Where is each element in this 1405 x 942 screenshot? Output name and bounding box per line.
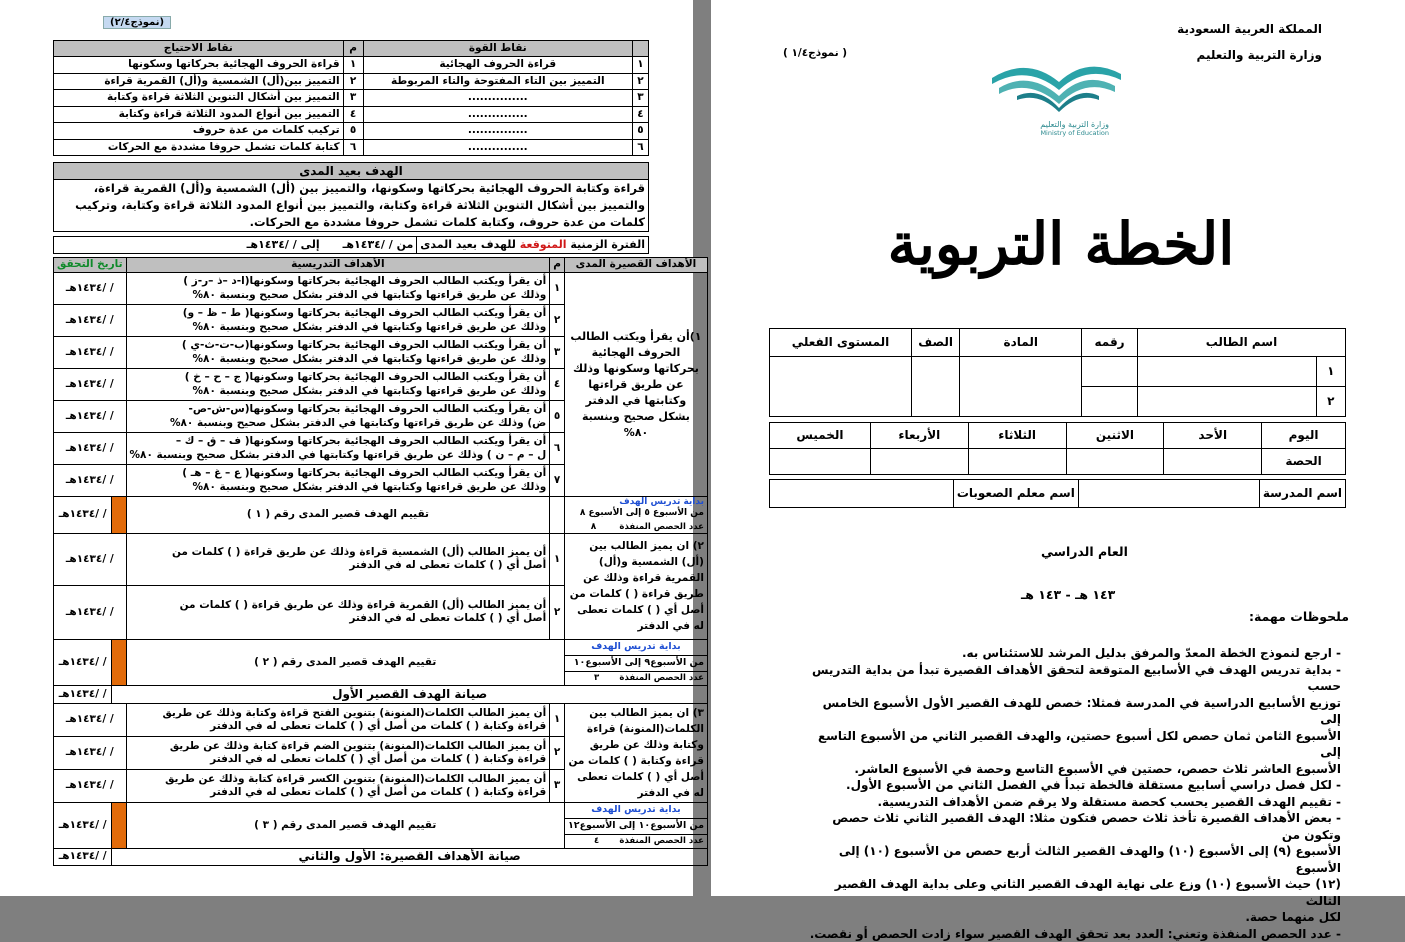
left-page: [0, 0, 693, 896]
notes-title: ملحوظات مهمة:: [1249, 609, 1349, 624]
short-goal-3: ٣) ان يميز الطالب بين الكلمات(المنونة) قراءة وكتابة وذلك عن طريق قراءة وكتابة ( ) كلمات من أصل أي ( ) كلمات تعطى له في الدفتر: [564, 703, 707, 802]
goal-num: ١: [550, 703, 565, 736]
student-table: [769, 328, 1346, 417]
strength-row: [54, 90, 649, 107]
model-tag-2: (نموذج٢/٤): [103, 16, 171, 29]
note-line: - ارجع لنموذج الخطة المعدّ والمرفق بدليل المرشد للاستئناس به.: [801, 645, 1341, 662]
book-logo-icon: [987, 56, 1127, 116]
strength-num: ١: [633, 57, 649, 74]
goal-table-row: [54, 273, 708, 305]
goal-num: ١: [550, 533, 565, 585]
school-table: [769, 479, 1346, 508]
strength-num: ٤: [633, 106, 649, 123]
strength-cell: التمييز بين التاء المفتوحة والتاء المربوطة: [363, 73, 633, 90]
student-number-cell-1[interactable]: [1082, 357, 1138, 387]
goal-num: ٢: [550, 736, 565, 769]
student-name-header: اسم الطالب: [1137, 329, 1345, 357]
year-value: ١٤٣ هـ - ١٤٣ هـ: [1021, 587, 1115, 602]
logo-en-text: Ministry of Education: [987, 129, 1127, 137]
need-num: ٢: [343, 73, 363, 90]
goal-num: ٤: [550, 369, 565, 401]
student-number-header: رقمه: [1082, 329, 1138, 357]
row-num-2: ٢: [1316, 387, 1345, 417]
short-goal-eval: تقييم الهدف قصير المدى رقم ( ٣ ): [126, 802, 564, 848]
verify-date-cell: / /١٤٣٤هـ: [54, 465, 127, 497]
strength-cell: ...............: [363, 123, 633, 140]
strength-row: [54, 57, 649, 74]
goal-num-header: م: [550, 258, 565, 273]
goals-table: [53, 257, 708, 866]
student-name-cell-1[interactable]: [1137, 357, 1316, 387]
right-page: [711, 0, 1405, 896]
weeks-range: من الأسبوع٩ إلى الأسبوع١٠: [564, 655, 707, 671]
school-label: اسم المدرسة: [1259, 480, 1345, 508]
actual-level-cell[interactable]: [770, 357, 912, 417]
verify-date-cell: / /١٤٣٤هـ: [54, 273, 127, 305]
start-teaching-label: بداية تدريس الهدف: [564, 639, 707, 655]
note-line: - تقييم الهدف القصير يحسب كحصة مستقلة ولا يرقم ضمن الأهداف التدريسية.: [801, 794, 1341, 811]
need-num: ٤: [343, 106, 363, 123]
strengths-needs-table: [53, 40, 649, 156]
ministry-logo: [987, 56, 1127, 136]
grade-header: الصف: [911, 329, 959, 357]
note-line: الأسبوع (٩) إلى الأسبوع (١٠) والهدف القصير الثالث أربع حصص من الأسبوع (١٠) إلى الأسبوع: [801, 843, 1341, 876]
goal-table-row: [54, 497, 708, 534]
goal-table-row: [54, 533, 708, 585]
verify-date-cell: / /١٤٣٤هـ: [54, 736, 127, 769]
goal-table-row: [54, 258, 708, 273]
period-cell[interactable]: [1066, 449, 1164, 475]
note-line: الأسبوع الثامن ثمان حصص لكل أسبوع حصتين، والهدف القصير الثاني من الأسبوع التاسع إلى: [801, 728, 1341, 761]
need-num: ٥: [343, 123, 363, 140]
goal-num: ٥: [550, 401, 565, 433]
need-cell: تركيب كلمات من عدة حروف: [54, 123, 344, 140]
page-title: الخطة التربوية: [861, 210, 1261, 278]
teaching-goal-cell: أن يميز الطالب (أل) القمرية قراءة وذلك عن طريق قراءة ( ) كلمات من أصل أي ( ) كلمات تعطى له في الدفتر: [126, 585, 550, 639]
logo-ar-text: وزارة التربية والتعليم: [987, 120, 1127, 129]
maintenance-goals-1-2: صيانة الأهداف القصيرة: الأول والثاني: [112, 848, 708, 865]
teaching-goal-cell: أن يميز الطالب (أل) الشمسية قراءة وذلك عن طريق قراءة ( ) كلمات من أصل أي ( ) كلمات تعطى له في الدفتر: [126, 533, 550, 585]
ministry-label: وزارة التربية والتعليم: [1197, 48, 1322, 62]
day-header-3: الثلاثاء: [968, 423, 1066, 449]
strength-row: [54, 106, 649, 123]
note-line: الأسبوع العاشر ثلاث حصص، حصتين في الأسبوع التاسع وحصة في الأسبوع العاشر.: [801, 761, 1341, 778]
sessions-cell: عدد الحصص المنفذة ٤: [564, 834, 707, 848]
goal-num: [550, 497, 565, 534]
verify-date-cell: / /١٤٣٤هـ: [54, 802, 112, 848]
goal-num: ٦: [550, 433, 565, 465]
teaching-goal-cell: أن يقرأ ويكتب الطالب الحروف الهجائية بحركاتها وسكونها( ج – ح – خ ) وذلك عن طريق قراءتها وكتابتها في الدفتر بشكل صحيح وبنسبة ٨٠%: [126, 369, 550, 401]
note-line: (١٢) حيث الأسبوع (١٠) وزع على نهاية الهدف القصير الثاني وعلى بداية الهدف القصير الثالث: [801, 876, 1341, 909]
verify-date-cell: / /١٤٣٤هـ: [54, 305, 127, 337]
need-num: ١: [343, 57, 363, 74]
kingdom-label: المملكة العربية السعودية: [1177, 22, 1322, 36]
teaching-goal-cell: أن يميز الطالب الكلمات(المنونة) بتنوين الكسر قراءة كتابة وذلك عن طريق قراءة وكتابة ( ) كلمات من أصل أي ( ) كلمات تعطى له في الدفتر: [126, 769, 550, 802]
short-goal-1: ١)أن يقرأ ويكتب الطالب الحروف الهجائية بحركاتها وسكونها وذلك عن طريق قراءتها وكتابتها في الدفتر بشكل صحيح وبنسبة ٨٠%: [564, 273, 707, 497]
period-cell[interactable]: [1164, 449, 1262, 475]
goal-num: ٣: [550, 337, 565, 369]
eval-marker: [112, 802, 126, 848]
strength-cell: قراءة الحروف الهجائية: [363, 57, 633, 74]
goal-table-row: [54, 639, 708, 655]
period-label: الفترة الزمنية المتوقعة للهدف بعيد المدى: [417, 237, 649, 254]
year-label: العام الدراسي: [1041, 544, 1128, 559]
note-line: توزيع الأسابيع الدراسية في المدرسة فمثلا: خصص للهدف القصير الأول الأسبوع الخامس إلى: [801, 695, 1341, 728]
teacher-name-cell[interactable]: [770, 480, 954, 508]
teaching-goal-cell: أن يميز الطالب الكلمات(المنونة) بتنوين الضم قراءة كتابة وذلك عن طريق قراءة وكتابة ( ) كلمات من أصل أي ( ) كلمات تعطى له في الدفتر: [126, 736, 550, 769]
schedule-table: [769, 422, 1346, 475]
teaching-goal-cell: أن يقرأ ويكتب الطالب الحروف الهجائية بحركاتها وسكونها( ط – ظ – و) وذلك عن طريق قراءتها وكتابتها في الدفتر بشكل صحيح وبنسبة ٨٠%: [126, 305, 550, 337]
short-goal-eval-1: تقييم الهدف قصير المدى رقم ( ١ ): [126, 497, 550, 534]
note-line: لكل منهما حصة.: [801, 909, 1341, 926]
need-cell: كتابة كلمات تشمل حروفا مشددة مع الحركات: [54, 139, 344, 156]
goal-table-row: [54, 802, 708, 818]
short-goal-eval: تقييم الهدف قصير المدى رقم ( ٢ ): [126, 639, 564, 685]
goal-num: ١: [550, 273, 565, 305]
need-cell: التمييز بين(أل) الشمسية و(أل) القمرية قراءة: [54, 73, 344, 90]
strength-row: [54, 123, 649, 140]
strength-num: ٣: [633, 90, 649, 107]
sessions-cell: عدد الحصص المنفذة ٣: [564, 671, 707, 685]
period-cell[interactable]: [968, 449, 1066, 475]
verify-date-cell: / /١٤٣٤هـ: [54, 585, 127, 639]
need-num: ٦: [343, 139, 363, 156]
strengths-header: نقاط القوة: [363, 41, 633, 57]
notes-list: [801, 645, 1341, 942]
day-header-2: الاثنين: [1066, 423, 1164, 449]
short-goal-2: ٢) ان يميز الطالب بين (أل) الشمسية و(أل) القمرية قراءة وذلك عن طريق قراءة ( ) كلمات من أصل أي ( ) كلمات تعطى له في الدفتر: [564, 533, 707, 639]
num-header: م: [343, 41, 363, 57]
verify-date-cell: / /١٤٣٤هـ: [54, 703, 127, 736]
day-header-4: الأربعاء: [870, 423, 968, 449]
need-cell: التمييز بين أنواع المدود الثلاثة قراءة وكتابة: [54, 106, 344, 123]
goal-table-row: [54, 685, 708, 703]
verify-date-cell: / /١٤٣٤هـ: [54, 685, 112, 703]
strength-cell: ...............: [363, 106, 633, 123]
day-header-1: الأحد: [1164, 423, 1262, 449]
strength-num: ٥: [633, 123, 649, 140]
start-teaching-label: بداية تدريس الهدف: [564, 802, 707, 818]
strength-cell: ...............: [363, 139, 633, 156]
teaching-goals-header: الأهداف التدريسية: [126, 258, 550, 273]
weeks-range: من الأسبوع١٠ إلى الأسبوع١٢: [564, 818, 707, 834]
period-row-label: الحصة: [1262, 449, 1346, 475]
note-line: - عدد الحصص المنفذة وتعني: العدد بعد تحقق الهدف القصير سواء زادت الحصص أو نقصت.: [801, 926, 1341, 942]
grade-cell[interactable]: [911, 357, 959, 417]
goal-num: ٣: [550, 769, 565, 802]
verify-date-cell: / /١٤٣٤هـ: [54, 401, 127, 433]
period-range: من / /١٤٣٤هـ إلى / /١٤٣٤هـ: [54, 237, 417, 254]
eval-marker: [112, 639, 126, 685]
subject-header: المادة: [960, 329, 1082, 357]
start-teaching-label-1: بداية تدريس الهدف: [568, 497, 704, 508]
short-goals-header: الأهداف القصيرة المدى: [564, 258, 707, 273]
model-tag-1: ( نموذج١/٤ ): [783, 47, 847, 59]
teacher-label: اسم معلم الصعوبات: [953, 480, 1078, 508]
period-table: [53, 236, 649, 254]
verify-date-cell: / /١٤٣٤هـ: [54, 337, 127, 369]
actual-level-header: المستوى الفعلي: [770, 329, 912, 357]
goal-num: ٢: [550, 585, 565, 639]
eval-marker: [112, 497, 126, 534]
student-name-cell-2[interactable]: [1137, 387, 1316, 417]
strength-cell: ...............: [363, 90, 633, 107]
teaching-goal-cell: أن يقرأ ويكتب الطالب الحروف الهجائية بحركاتها وسكونها(ب-ت-ث-ي ) وذلك عن طريق قراءتها وكتابتها في الدفتر بشكل صحيح وبنسبة ٨٠%: [126, 337, 550, 369]
long-goal-text: قراءة وكتابة الحروف الهجائية بحركاتها وسكونها، والتمييز بين (أل) الشمسية و(أل) القمرية قراءة، والتمييز بين أشكال التنوين الثلاثة قراءة وكتابة، والتمييز بين أنواع المدود الثلاثة قراءة وكتابة، وتركيب كلمات من عدة حروف، وكتابة كلمات تشمل حروفا مشددة مع الحركات.: [54, 180, 649, 232]
need-cell: قراءة الحروف الهجائية بحركاتها وسكونها: [54, 57, 344, 74]
goal-table-row: [54, 703, 708, 736]
goal-table-row: [54, 848, 708, 865]
sessions-cell: بداية تدريس الهدف من الأسبوع ٥ إلى الأسبوع ٨ عدد الحصص المنفذة ٨: [564, 497, 707, 534]
verify-date-cell: / /١٤٣٤هـ: [54, 497, 112, 534]
verify-date-cell: / /١٤٣٤هـ: [54, 639, 112, 685]
long-goal-header: الهدف بعيد المدى: [54, 163, 649, 180]
goal-num: ٧: [550, 465, 565, 497]
note-line: - بداية تدريس الهدف في الأسابيع المتوقعة لتحقق الأهداف القصيرة تبدأ من بداية التدريس حسب: [801, 662, 1341, 695]
verify-date-cell: / /١٤٣٤هـ: [54, 369, 127, 401]
teaching-goal-cell: أن يقرأ ويكتب الطالب الحروف الهجائية بحركاتها وسكونها( ف – ق – ك – ل – م – ن ) وذلك عن طريق قراءتها وكتابتها في الدفتر بشكل صحيح وبنسبة ٨٠%: [126, 433, 550, 465]
verify-date-cell: / /١٤٣٤هـ: [54, 533, 127, 585]
goal-num: ٢: [550, 305, 565, 337]
school-name-cell[interactable]: [1078, 480, 1259, 508]
strength-num: ٢: [633, 73, 649, 90]
need-num: ٣: [343, 90, 363, 107]
verify-date-cell: / /١٤٣٤هـ: [54, 433, 127, 465]
day-header-5: الخميس: [770, 423, 871, 449]
teaching-goal-cell: أن يميز الطالب الكلمات(المنونة) بتنوين الفتح قراءة وكتابة وذلك عن طريق قراءة وكتابة ( ) كلمات من أصل أي ( ) كلمات تعطى له في الدفتر: [126, 703, 550, 736]
weeks-range-1: من الأسبوع ٥ إلى الأسبوع ٨: [568, 508, 704, 519]
strength-row: [54, 73, 649, 90]
note-line: - لكل فصل دراسي أسابيع مستقلة فالخطة تبدأ في الفصل الثاني من الأسبوع الأول.: [801, 777, 1341, 794]
strength-num: ٦: [633, 139, 649, 156]
verify-date-cell: / /١٤٣٤هـ: [54, 769, 127, 802]
maintenance-goal-1: صيانة الهدف القصير الأول: [112, 685, 708, 703]
long-goal-table: [53, 162, 649, 232]
teaching-goal-cell: أن يقرأ ويكتب الطالب الحروف الهجائية بحركاتها وسكونها(ا-د –ذ –ر-ز ) وذلك عن طريق قراءتها وكتابتها في الدفتر بشكل صحيح وبنسبة ٨٠%: [126, 273, 550, 305]
teaching-goal-cell: أن يقرأ ويكتب الطالب الحروف الهجائية بحركاتها وسكونها( ع – غ – هـ ) وذلك عن طريق قراءتها وكتابتها في الدفتر بشكل صحيح وبنسبة ٨٠%: [126, 465, 550, 497]
day-header-0: اليوم: [1262, 423, 1346, 449]
note-line: - بعض الأهداف القصيرة تأخذ ثلاث حصص فتكون مثلا: الهدف القصير الثاني ثلاث حصص وتكون من: [801, 810, 1341, 843]
period-cell[interactable]: [870, 449, 968, 475]
teaching-goal-cell: أن يقرأ ويكتب الطالب الحروف الهجائية بحركاتها وسكونها(س-ش-ص- ض) وذلك عن طريق قراءتها وكتابتها في الدفتر بشكل صحيح وبنسبة ٨٠%: [126, 401, 550, 433]
verify-date-cell: / /١٤٣٤هـ: [54, 848, 112, 865]
period-cell[interactable]: [770, 449, 871, 475]
subject-cell[interactable]: [960, 357, 1082, 417]
student-number-cell-2[interactable]: [1082, 387, 1138, 417]
needs-header: نقاط الاحتياج: [54, 41, 344, 57]
row-num-1: ١: [1316, 357, 1345, 387]
verify-date-header: تاريخ التحقق: [54, 258, 127, 273]
strength-row: [54, 139, 649, 156]
need-cell: التمييز بين أشكال التنوين الثلاثة قراءة وكتابة: [54, 90, 344, 107]
